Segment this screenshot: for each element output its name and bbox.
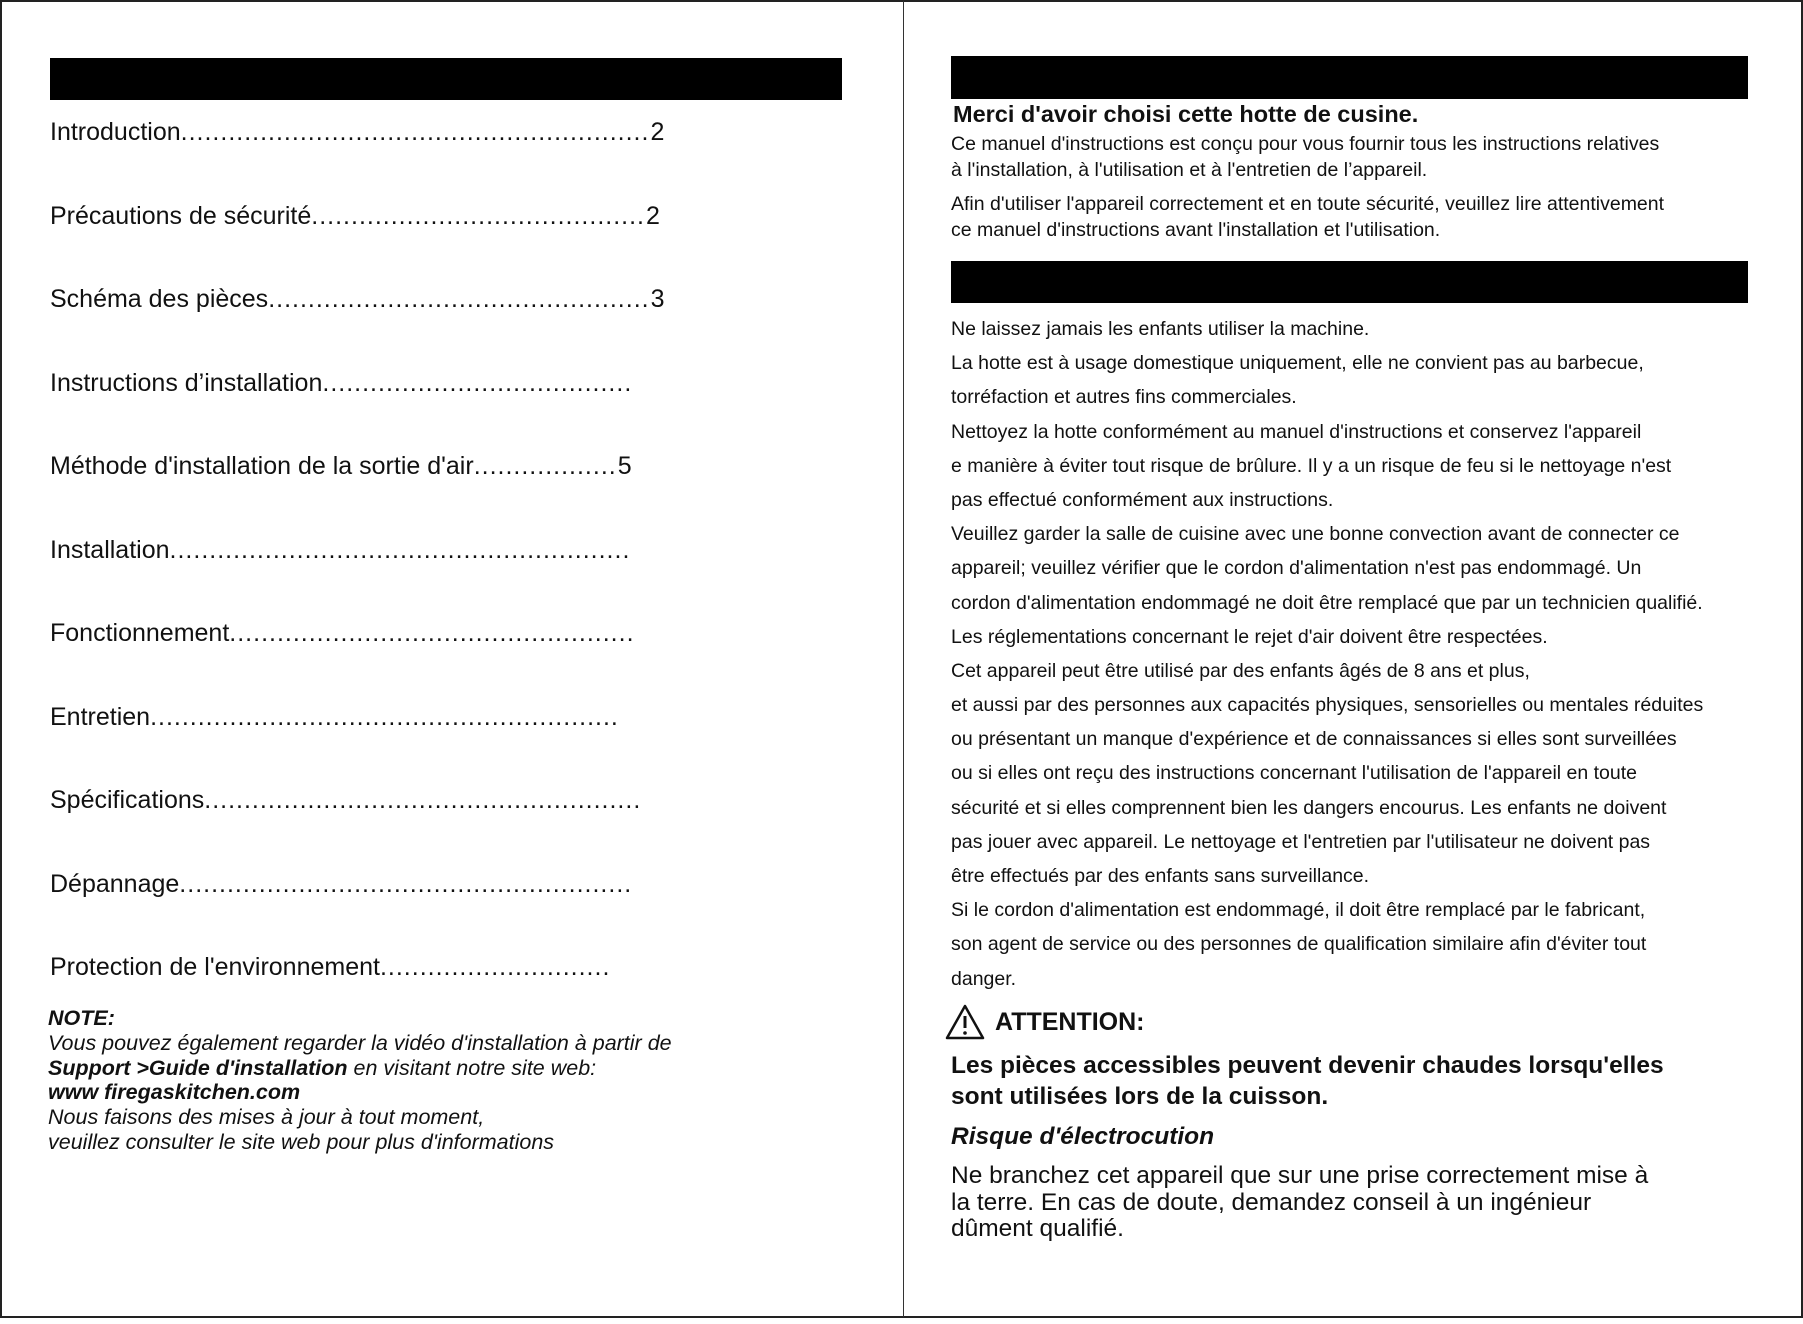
- note-line: Vous pouvez également regarder la vidéo d'installation à partir de: [48, 1030, 672, 1055]
- note-label: NOTE:: [48, 1006, 115, 1030]
- intro-line: ce manuel d'instructions avant l'installation et l'utilisation.: [951, 218, 1441, 241]
- toc-entry[interactable]: [50, 536, 690, 620]
- toc-entry[interactable]: [50, 786, 690, 870]
- warning-triangle-icon: [945, 1004, 985, 1040]
- note-line-text: en visitant notre site web:: [347, 1055, 597, 1080]
- safety-line: Veuillez garder la salle de cuisine avec une bonne convection avant de connecter ce: [951, 523, 1680, 546]
- toc-page-number: 3: [650, 285, 665, 313]
- toc-leader-dots: .......................................................: [204, 786, 642, 814]
- toc-header-bar: [50, 58, 842, 100]
- toc-entry[interactable]: [50, 202, 690, 286]
- hot-parts-line: sont utilisées lors de la cuisson.: [951, 1083, 1329, 1110]
- note-block: [48, 1006, 848, 1155]
- toc-entry-title: Schéma des pièces: [50, 285, 269, 313]
- toc-entry-title: Dépannage: [50, 869, 180, 898]
- safety-line: Les réglementations concernant le rejet d'air doivent être respectées.: [951, 625, 1548, 648]
- safety-line: torréfaction et autres fins commerciales.: [951, 386, 1297, 409]
- safety-line: Nettoyez la hotte conformément au manuel d'instructions et conservez l'appareil: [951, 420, 1642, 443]
- intro-paragraph: [951, 192, 1771, 243]
- attention-label: ATTENTION:: [995, 1007, 1145, 1036]
- intro-line: Afin d'utiliser l'appareil correctement et en toute sécurité, veuillez lire attentivement: [951, 193, 1665, 215]
- note-line: [48, 1056, 848, 1081]
- safety-line: être effectués par des enfants sans surveillance.: [951, 865, 1370, 887]
- grounding-line: dûment qualifié.: [951, 1215, 1124, 1242]
- note-line: Nous faisons des mises à jour à tout moment,: [48, 1105, 485, 1130]
- toc-entry[interactable]: [50, 118, 690, 202]
- safety-header-bar: [951, 261, 1748, 303]
- toc-page-number: 2: [646, 201, 660, 230]
- safety-line: son agent de service ou des personnes de qualification similaire afin d'éviter tout: [951, 933, 1647, 956]
- table-of-contents: [50, 118, 690, 1037]
- toc-entry-title: Spécifications: [50, 786, 205, 814]
- toc-entry-title: Protection de l'environnement: [50, 953, 380, 981]
- safety-line: Cet appareil peut être utilisé par des enfants âgés de 8 ans et plus,: [951, 659, 1530, 682]
- toc-entry-title: Entretien: [50, 702, 151, 731]
- toc-page-number: 5: [617, 452, 632, 480]
- intro-header-bar: [951, 56, 1748, 99]
- intro-paragraph: [951, 132, 1771, 183]
- toc-entry[interactable]: [50, 870, 690, 954]
- toc-entry-title: Installation: [50, 535, 170, 564]
- toc-leader-dots: .............................: [379, 953, 611, 981]
- safety-line: sécurité et si elles comprennent bien les dangers encourus. Les enfants ne doivent: [951, 796, 1667, 819]
- toc-entry[interactable]: [50, 619, 690, 703]
- note-line: veuillez consulter le site web pour plus d'informations: [48, 1129, 555, 1154]
- grounding-line: Ne branchez cet appareil que sur une prise correctement mise à: [951, 1162, 1649, 1189]
- toc-entry-title: Instructions d’installation: [50, 368, 323, 397]
- toc-leader-dots: ................................................: [268, 285, 650, 313]
- hot-parts-line: Les pièces accessibles peuvent devenir chaudes lorsqu'elles: [951, 1052, 1664, 1079]
- toc-entry-title: Introduction: [50, 118, 181, 146]
- safety-line: et aussi par des personnes aux capacités physiques, sensorielles ou mentales réduites: [951, 694, 1704, 717]
- safety-line: appareil; veuillez vérifier que le cordon d'alimentation n'est pas endommagé. Un: [951, 557, 1642, 580]
- safety-line: ou si elles ont reçu des instructions concernant l'utilisation de l'appareil en toute: [951, 762, 1638, 785]
- toc-leader-dots: ..........................................................: [169, 535, 631, 564]
- safety-line: cordon d'alimentation endommagé ne doit être remplacé que par un technicien qualifié.: [951, 591, 1703, 614]
- safety-line: Si le cordon d'alimentation est endommagé, il doit être remplacé par le fabricant,: [951, 899, 1646, 922]
- safety-line: La hotte est à usage domestique uniquement, elle ne convient pas au barbecue,: [951, 352, 1644, 375]
- toc-leader-dots: .........................................................: [179, 869, 633, 898]
- toc-leader-dots: ...........................................................: [180, 118, 650, 146]
- safety-line: e manière à éviter tout risque de brûlure. Il y a un risque de feu si le nettoyage n'est: [951, 454, 1672, 477]
- toc-leader-dots: ..................: [473, 452, 617, 480]
- intro-line: Ce manuel d'instructions est conçu pour vous fournir tous les instructions relatives: [951, 133, 1660, 155]
- toc-entry[interactable]: [50, 452, 690, 536]
- intro-line: à l'installation, à l'utilisation et à l'entretien de l’appareil.: [951, 158, 1428, 181]
- toc-leader-dots: ...................................................: [229, 619, 635, 647]
- toc-leader-dots: ..........................................: [311, 201, 645, 230]
- toc-entry[interactable]: [50, 285, 690, 369]
- toc-entry-title: Méthode d'installation de la sortie d'air: [50, 452, 474, 480]
- toc-entry[interactable]: [50, 703, 690, 787]
- hot-parts-warning: [951, 1050, 1664, 1112]
- safety-precautions-text: [951, 312, 1781, 996]
- safety-line: ou présentant un manque d'expérience et de connaissances si elles sont surveillées: [951, 728, 1677, 751]
- toc-entry-title: Précautions de sécurité: [50, 201, 312, 230]
- safety-line: pas effectué conformément aux instructions.: [951, 488, 1334, 511]
- thank-you-heading: Merci d'avoir choisi cette hotte de cusine.: [953, 101, 1419, 127]
- safety-line: pas jouer avec appareil. Le nettoyage et l'entretien par l'utilisateur ne doivent pas: [951, 830, 1651, 853]
- grounding-line: la terre. En cas de doute, demandez conseil à un ingénieur: [951, 1188, 1592, 1216]
- toc-page-number: 2: [650, 118, 665, 146]
- toc-leader-dots: .......................................: [322, 368, 633, 397]
- toc-entry[interactable]: [50, 369, 690, 453]
- safety-line: Ne laissez jamais les enfants utiliser la machine.: [951, 318, 1370, 340]
- toc-entry-title: Fonctionnement: [50, 619, 230, 647]
- electrocution-risk-title: Risque d'électrocution: [951, 1123, 1215, 1150]
- safety-line: danger.: [951, 967, 1017, 990]
- attention-header: [945, 1004, 1145, 1040]
- support-guide-path: Support >Guide d'installation: [48, 1055, 348, 1080]
- website-link[interactable]: www firegaskitchen.com: [48, 1080, 301, 1105]
- toc-leader-dots: ...........................................................: [150, 702, 619, 731]
- grounding-instructions: [951, 1163, 1648, 1243]
